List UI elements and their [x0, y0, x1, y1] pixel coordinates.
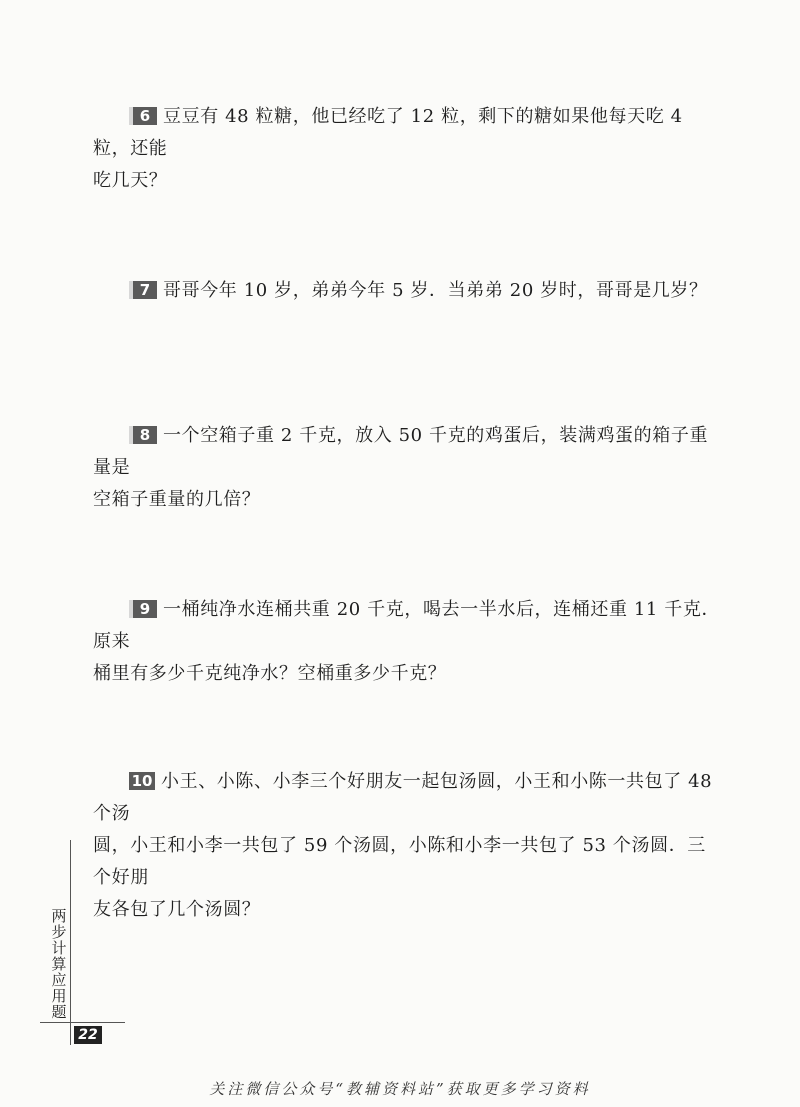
problem-text-line: 哥哥今年 10 岁，弟弟今年 5 岁．当弟弟 20 岁时，哥哥是几岁？ — [163, 280, 708, 301]
problem-text-line: 豆豆有 48 粒糖，他已经吃了 12 粒，剩下的糖如果他每天吃 4 粒，还能 — [93, 106, 683, 159]
problem-9 — [93, 594, 723, 690]
problem-number-badge: 9 — [129, 600, 157, 618]
problem-text-line: 一个空箱子重 2 千克，放入 50 千克的鸡蛋后，装满鸡蛋的箱子重量是 — [93, 425, 709, 478]
problem-text-line: 友各包了几个汤圆？ — [93, 899, 261, 920]
chapter-label: 两步计算应用题 — [51, 907, 67, 1021]
problem-text-line: 空箱子重量的几倍？ — [93, 489, 261, 510]
problem-text-line: 圆，小王和小李一共包了 59 个汤圆，小陈和小李一共包了 53 个汤圆．三个好朋 — [93, 835, 706, 888]
side-divider-horizontal — [40, 1022, 125, 1023]
problem-10 — [93, 766, 723, 926]
footer-note: 关注微信公众号“教辅资料站”获取更多学习资料 — [209, 1080, 591, 1098]
problem-7 — [93, 275, 723, 307]
problem-text-line: 桶里有多少千克纯净水？空桶重多少千克？ — [93, 663, 447, 684]
problem-text-line: 吃几天？ — [93, 170, 168, 191]
problem-number-badge: 10 — [129, 772, 155, 790]
problem-8 — [93, 420, 723, 516]
page-number: 22 — [74, 1026, 102, 1044]
problem-6 — [93, 101, 723, 197]
side-divider-vertical — [70, 840, 71, 1045]
problem-number-badge: 7 — [129, 281, 157, 299]
problem-number-badge: 8 — [129, 426, 157, 444]
problem-number-badge: 6 — [129, 107, 157, 125]
problem-text-line: 一桶纯净水连桶共重 20 千克，喝去一半水后，连桶还重 11 千克．原来 — [93, 599, 721, 652]
problem-text-line: 小王、小陈、小李三个好朋友一起包汤圆，小王和小陈一共包了 48 个汤 — [93, 771, 713, 824]
